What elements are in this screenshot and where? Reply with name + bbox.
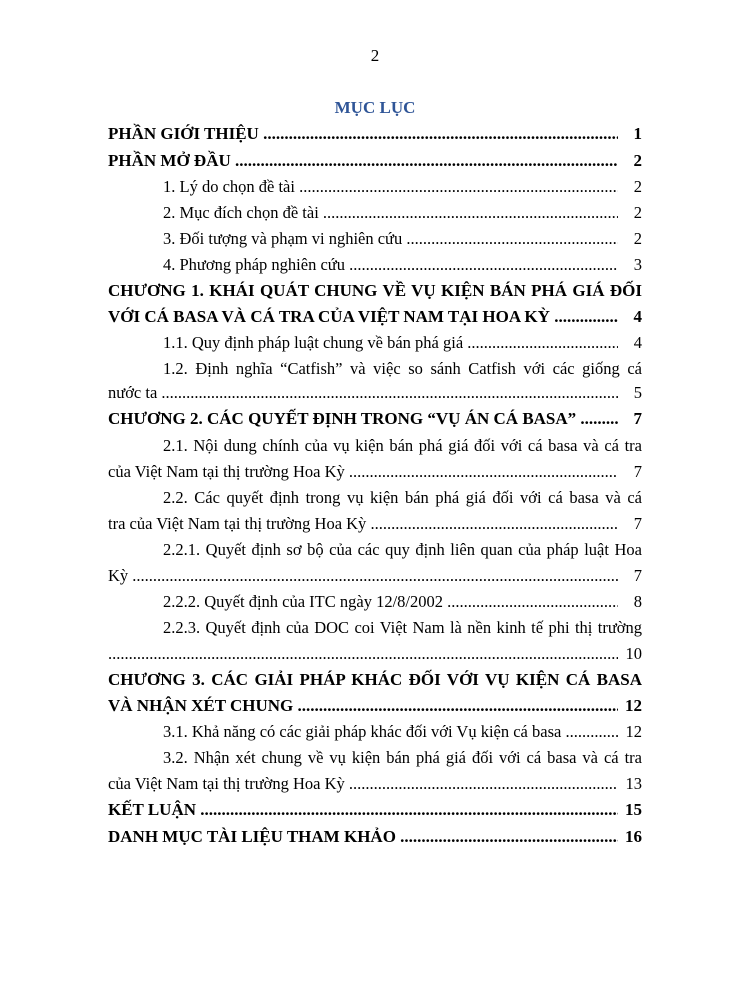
toc-page: 3: [618, 253, 642, 277]
toc-entry-3-2-line1[interactable]: 3.2. Nhận xét chung về vụ kiện bán phá giá đối với cá basa và cá tra: [163, 748, 642, 767]
toc-entry-2-2-line1[interactable]: 2.2. Các quyết định trong vụ kiện bán phá giá đối với cá basa và cá: [163, 488, 642, 507]
toc-page: 15: [618, 798, 642, 822]
toc-entry-2-1-line1[interactable]: 2.1. Nội dung chính của vụ kiện bán phá giá đối với cá basa và cá tra: [163, 436, 642, 455]
toc-entry-3-2-line2[interactable]: của Việt Nam tại thị trường Hoa Kỳ .....: [108, 772, 642, 796]
toc-entry-2[interactable]: 2. Mục đích chọn đề tài .....: [163, 201, 642, 225]
toc-page: 2: [618, 201, 642, 225]
toc-page: 12: [618, 720, 642, 744]
toc-entry-1-1[interactable]: 1.1. Quy định pháp luật chung về bán phá giá .....: [163, 331, 642, 355]
toc-page: 4: [618, 331, 642, 355]
toc-page: 5: [618, 381, 642, 405]
toc-entry-2-2-3-line2[interactable]: [108, 642, 642, 666]
toc-entry-chapter3-line2[interactable]: VÀ NHẬN XÉT CHUNG .....: [108, 694, 642, 718]
toc-entry-2-2-1-line1[interactable]: 2.2.1. Quyết định sơ bộ của các quy định liên quan của pháp luật Hoa: [163, 540, 642, 559]
toc-entry-1-2-line1[interactable]: 1.2. Định nghĩa “Catfish” và việc so sánh Catfish với các giống cá: [163, 359, 642, 378]
toc-page: 4: [618, 305, 642, 329]
toc-page: 16: [618, 825, 642, 849]
toc-page: 12: [618, 694, 642, 718]
toc-entry-intro[interactable]: PHẦN GIỚI THIỆU .....: [108, 122, 642, 146]
toc-entry-4[interactable]: 4. Phương pháp nghiên cứu .....: [163, 253, 642, 277]
toc-page: 7: [618, 512, 642, 536]
toc-entry-references[interactable]: DANH MỤC TÀI LIỆU THAM KHẢO .....: [108, 825, 642, 849]
toc-entry-2-2-line2[interactable]: tra của Việt Nam tại thị trường Hoa Kỳ .....: [108, 512, 642, 536]
toc-entry-2-2-3-line1[interactable]: 2.2.3. Quyết định của DOC coi Việt Nam là nền kinh tế phi thị trường: [163, 618, 642, 637]
toc-page: 2: [618, 149, 642, 173]
toc-entry-2-2-1-line2[interactable]: Kỳ .....: [108, 564, 642, 588]
toc-entry-chapter1-line1[interactable]: CHƯƠNG 1. KHÁI QUÁT CHUNG VỀ VỤ KIỆN BÁN PHÁ GIÁ ĐỐI: [108, 281, 642, 300]
toc-entry-2-1-line2[interactable]: của Việt Nam tại thị trường Hoa Kỳ .....: [108, 460, 642, 484]
toc-page: 2: [618, 175, 642, 199]
toc-page: 2: [618, 227, 642, 251]
toc-entry-conclusion[interactable]: KẾT LUẬN .....: [108, 798, 642, 822]
toc-entry-3[interactable]: 3. Đối tượng và phạm vi nghiên cứu .....: [163, 227, 642, 251]
toc-entry-1-2-line2[interactable]: nước ta .....: [108, 381, 642, 405]
toc-entry-1[interactable]: 1. Lý do chọn đề tài .....: [163, 175, 642, 199]
toc-page: 7: [618, 460, 642, 484]
page-number: 2: [370, 46, 380, 65]
toc-page: 13: [618, 772, 642, 796]
toc-entry-chapter1-line2[interactable]: VỚI CÁ BASA VÀ CÁ TRA CỦA VIỆT NAM TẠI HOA KỲ .....: [108, 305, 642, 329]
toc-page: 10: [618, 642, 642, 666]
toc-page: 1: [618, 122, 642, 146]
toc-entry-chapter3-line1[interactable]: CHƯƠNG 3. CÁC GIẢI PHÁP KHÁC ĐỐI VỚI VỤ KIỆN CÁ BASA: [108, 670, 642, 689]
toc-entry-2-2-2[interactable]: 2.2.2. Quyết định của ITC ngày 12/8/2002 .....: [163, 590, 642, 614]
toc-page: 7: [618, 407, 642, 431]
toc-page: 8: [618, 590, 642, 614]
toc-entry-chapter2[interactable]: CHƯƠNG 2. CÁC QUYẾT ĐỊNH TRONG “VỤ ÁN CÁ BASA” .....: [108, 407, 642, 431]
toc-page: 7: [618, 564, 642, 588]
toc-entry-3-1[interactable]: 3.1. Khả năng có các giải pháp khác đối với Vụ kiện cá basa .....: [163, 720, 642, 744]
toc-title: MỤC LỤC: [334, 98, 416, 117]
toc-entry-opening[interactable]: PHẦN MỞ ĐẦU .....: [108, 149, 642, 173]
